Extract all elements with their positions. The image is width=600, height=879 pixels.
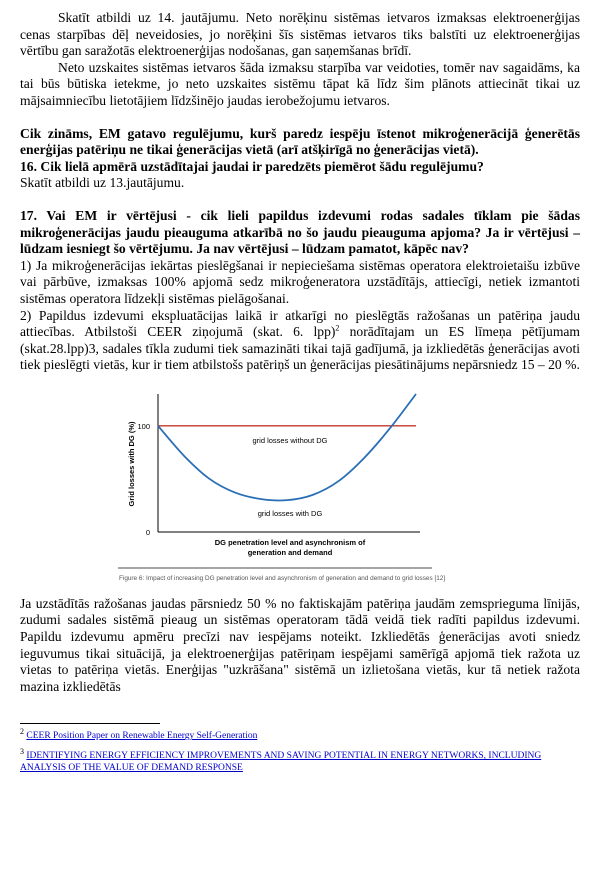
answer-17-point-2-end: norādītajam un ES līmeņa pētījumam (skat.28.lpp)3, sadales tīkla zudumi tiek samazināti tikai tajā gadījumā, ja izkliedētās ģenerācijas avoti tiek pieslēgti vietās, kur ir tiem atbilstošs patēriņš un ģenerācijas piesātinājums nepārsniedz 15 – 20 %. [20, 324, 580, 373]
footnote-2-link[interactable]: CEER Position Paper on Renewable Energy Self-Generation [26, 731, 258, 742]
footnote-2 [20, 727, 580, 742]
question-intro: Cik zināms, EM gatavo regulējumu, kurš paredz iespēju īstenot mikroģenerācijā ģenerētās enerģijas patēriņu ne tikai ģenerācijas vietā (arī atšķirīgā no ģenerācijas vietā). [20, 125, 580, 158]
footnote-3 [20, 747, 580, 774]
answer-16: Skatīt atbildi uz 13.jautājumu. [20, 175, 185, 191]
y-axis-label: Grid losses with DG (%) [127, 421, 136, 507]
answer-17-point-2-start: 2) Papildus izdevumi ekspluatācijas laikā ir atkarīgi no pieslēgtās ražošanas un patēriņa jaudu attiecības. Atbilstoši CEER ziņojumā (skat. 6. lpp) [20, 307, 580, 340]
grid-losses-figure [20, 384, 580, 596]
paragraph-after-figure: Ja uzstādītās ražošanas jaudas pārsniedz 50 % no faktiskajām patēriņa jaudām zemsprieguma līnijās, zudumi sadales sistēmā pieaug un sistēmas operatoram tādā veidā tiek radīti papildus izdevumi. Papildu izdevumu apmēru precīzi nav iespējams noteikt. Izkliedētās ģenerācijas avoti sniedz ieguvumus tikai situācijā, ja elektroenerģijas patēriņam iespējami samērīgā apjomā tiek ražota uz vietas to patēriņa vietās. Enerģijas "uzkrāšana" sistēmā un izlietošana vietās, kur tā netiek ražota mazina izkliedētās [20, 595, 580, 694]
paragraph-net-metering: Neto uzskaites sistēmas ietvaros šāda izmaksu starpība var veidoties, tomēr nav sagaidāms, ka tai būs būtiska ietekme, jo neto uzskaites sistēmu tāpat kā līdz šim plānots attiecināt tikai uz mājsaimniecību lietotājiem līdzšinējo jaudas ierobežojumu ietvaros. [20, 59, 580, 108]
footnote-2-number: 2 [20, 727, 24, 737]
footnote-3-link[interactable]: IDENTIFYING ENERGY EFFICIENCY IMPROVEMENTS AND SAVING POTENTIAL IN ENERGY NETWORKS, INCLUDING ANALYSIS OF THE VALUE OF DEMAND RESPONSE [20, 751, 542, 774]
document-page [20, 10, 580, 782]
legend-label-without-dg: grid losses without DG [252, 435, 328, 445]
footnote-separator [20, 723, 160, 724]
paragraph-ref-14: Skatīt atbildi uz 14. jautājumu. Neto norēķinu sistēmas ietvaros izmaksas elektroenerģijas cenas starpības dēļ neveidosies, jo norēķini šīs sistēmas ietvaros tiks balstīti uz elektroenerģijas vērtību gan saražotās elektroenerģijas nodošanas, gan saņemšanas brīdī. [20, 10, 580, 59]
legend-label-with-dg: grid losses with DG [257, 508, 323, 518]
footnote-3-number: 3 [20, 747, 24, 757]
x-axis-label-line-1: DG penetration level and asynchronism of [214, 537, 366, 547]
grid-losses-chart [20, 384, 580, 596]
y-tick-100: 100 [137, 421, 150, 431]
question-16: 16. Cik lielā apmērā uzstādītajai jaudai ir paredzēts piemērot šādu regulējumu? [20, 158, 484, 174]
x-axis-label-line-2: generation and demand [247, 547, 333, 557]
answer-17-point-1: 1) Ja mikroģenerācijas iekārtas pieslēgšanai ir nepieciešama sistēmas operatora elektroietaišu izbūve vai pārbūve, izmaksas 100% apjomā sedz mikroģeneratora uzstādītājs, attiecīgi, netiek izmantoti sistēmas operatora līdzekļi sistēmas pielāgošanai. [20, 257, 580, 306]
question-17: 17. Vai EM ir vērtējusi - cik lieli papildus izdevumi rodas sadales tīklam pie šādas mikroģenerācijas jaudu pieauguma atkarībā no šo jaudu pieauguma apjoma? Ja ir vērtējusi – lūdzam iesniegt šo vērtējumu. Ja nav vērtējusi – lūdzam pamatot, kāpēc nav? [20, 207, 580, 257]
answer-17-point-2 [20, 308, 580, 374]
y-tick-0: 0 [145, 527, 150, 537]
figure-caption: Figure 6: Impact of increasing DG penetration level and asynchronism of generation and demand to grid losses [12] [119, 574, 446, 582]
footnote-ref-2[interactable]: 2 [335, 323, 340, 333]
